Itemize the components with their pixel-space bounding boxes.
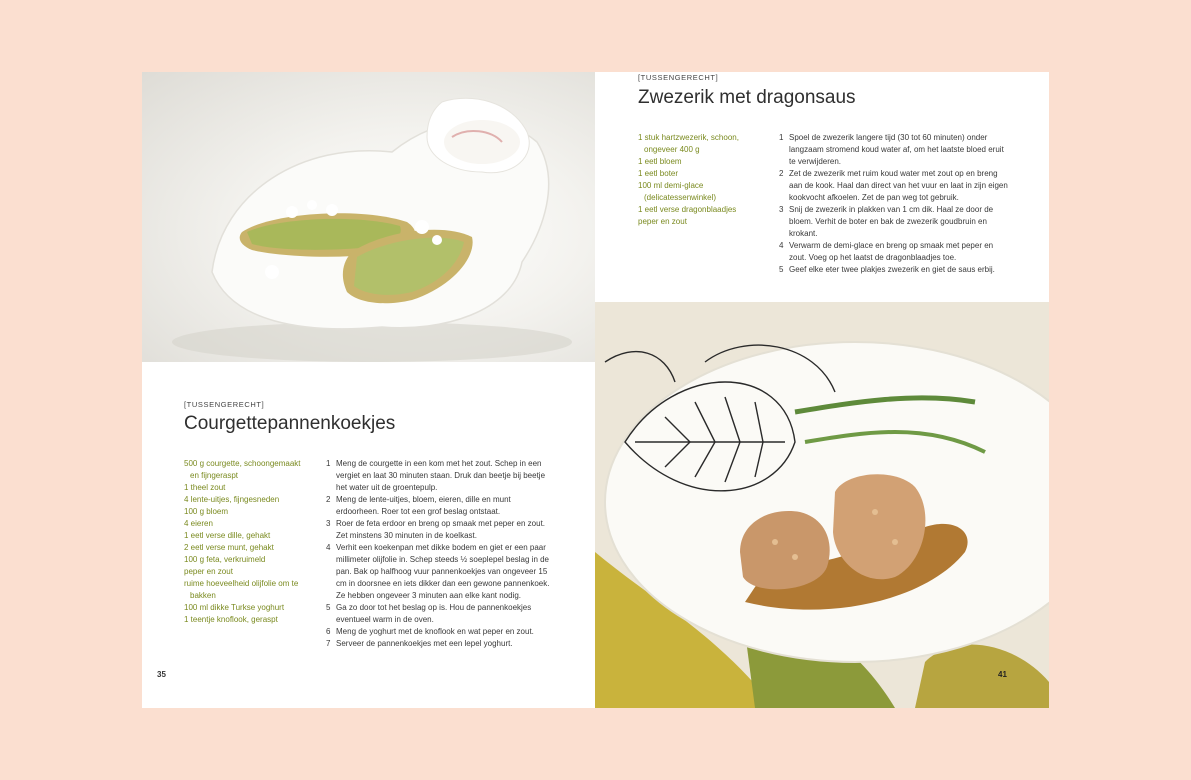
instruction-step: 3 Roer de feta erdoor en breng op smaak met peper en zout. Zet minstens 30 minuten in de koelkast. — [326, 519, 546, 540]
instruction-step: 7 Serveer de pannenkoekjes met een lepel yoghurt. — [326, 639, 513, 648]
recipe-title: Courgettepannenkoekjes — [184, 413, 396, 434]
ingredient-list — [184, 458, 309, 626]
instruction-step: 4 Verwarm de demi-glace en breng op smaak met peper en zout. Voeg op het laatst de dragonblaadjes toe. — [779, 241, 994, 262]
ingredient-item: 4 eieren — [184, 519, 213, 528]
book-spread — [142, 72, 1049, 708]
ingredient-item: 500 g courgette, schoongemaakt en fijngeraspt — [184, 459, 301, 480]
instruction-step: 5 Geef elke eter twee plakjes zwezerik en giet de saus erbij. — [779, 265, 995, 274]
ingredient-item: 100 ml dikke Turkse yoghurt — [184, 603, 285, 612]
instruction-step: 5 Ga zo door tot het beslag op is. Hou de pannenkoekjes eventueel warm in de oven. — [326, 603, 532, 624]
ingredient-item: peper en zout — [184, 567, 233, 576]
ingredient-item: 1 eetl verse dille, gehakt — [184, 531, 271, 540]
instruction-step: 2 Zet de zwezerik met ruim koud water met zout op en breng aan de kook. Haal dan direct van het vuur en laat in zijn eigen kookvocht afkoelen. Zet de pan weg tot gebruik. — [779, 169, 1008, 202]
recipe-category-tag: [TUSSENGERECHT] — [638, 73, 719, 82]
ingredient-list — [638, 132, 758, 228]
ingredient-item: 1 stuk hartzwezerik, schoon, ongeveer 400 g — [638, 133, 739, 154]
ingredient-item: 1 eetl bloem — [638, 157, 682, 166]
ingredient-item: peper en zout — [638, 217, 687, 226]
instruction-step: 1 Meng de courgette in een kom met het zout. Schep in een vergiet en laat 30 minuten staan. Druk dan beetje bij beetje het water uit de groentepulp. — [326, 459, 546, 492]
instruction-step: 3 Snij de zwezerik in plakken van 1 cm dik. Haal ze door de bloem. Verhit de boter en bak de zwezerik goudbruin en krokant. — [779, 205, 994, 238]
instruction-list — [326, 458, 554, 650]
instruction-step: 2 Meng de lente-uitjes, bloem, eieren, dille en munt erdoorheen. Roer tot een grof beslag ontstaat. — [326, 495, 511, 516]
ingredient-item: 4 lente-uitjes, fijngesneden — [184, 495, 280, 504]
ingredient-item: 100 g bloem — [184, 507, 229, 516]
instruction-step: 4 Verhit een koekenpan met dikke bodem en giet er een paar millimeter olijfolie in. Schep steeds ½ soeplepel beslag in de pan. Bak op halfhoog vuur pannenkoekjes van ongeveer 15 cm in doorsnee en iets dikker dan een gewone pannenkoek. Ze hebben ongeveer 3 minuten aan elke kant nodig. — [326, 543, 550, 600]
recipe-category-tag: [TUSSENGERECHT] — [184, 400, 265, 409]
recipe-title: Zwezerik met dragonsaus — [638, 87, 856, 108]
ingredient-item: 1 theel zout — [184, 483, 226, 492]
instruction-step: 6 Meng de yoghurt met de knoflook en wat peper en zout. — [326, 627, 534, 636]
ingredient-item: ruime hoeveelheid olijfolie om te bakken — [184, 579, 299, 600]
instruction-step: 1 Spoel de zwezerik langere tijd (30 tot 60 minuten) onder langzaam stromend koud water af, om het laatste bloed eruit te verwijderen. — [779, 133, 1004, 166]
page-number-right: 41 — [998, 670, 1007, 679]
ingredient-item: 100 ml demi-glace (delicatessenwinkel) — [638, 181, 717, 202]
page-number-left: 35 — [157, 670, 166, 679]
ingredient-item: 100 g feta, verkruimeld — [184, 555, 266, 564]
ingredient-item: 1 teentje knoflook, geraspt — [184, 615, 278, 624]
sweetbread-photo — [595, 302, 1049, 708]
ingredient-item: 1 eetl verse dragonblaadjes — [638, 205, 737, 214]
ingredient-item: 1 eetl boter — [638, 169, 679, 178]
ingredient-item: 2 eetl verse munt, gehakt — [184, 543, 274, 552]
courgette-fritter-photo — [142, 72, 595, 362]
instruction-list — [779, 132, 1009, 276]
